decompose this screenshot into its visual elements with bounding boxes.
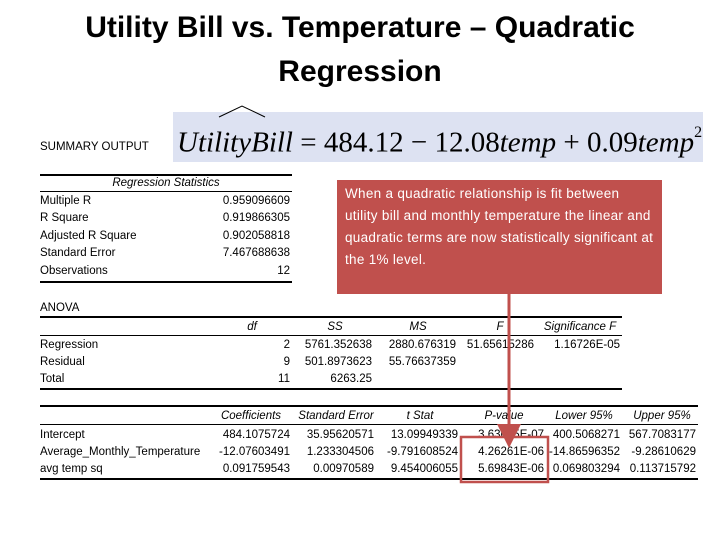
regstats-label-multiple-r: Multiple R [40,195,92,207]
coef-se-temp-sq: 0.00970589 [313,463,374,475]
coef-lo-temp-sq: 0.069803294 [552,463,620,475]
coef-se-intercept: 35.95620571 [306,429,374,441]
coef-lo-temperature: -14.86596352 [549,446,620,458]
coef-header-p-value: P-value [484,410,524,422]
coef-bottom-border [40,478,698,480]
anova-header-border [40,335,622,336]
regstats-value-observations: 12 [277,265,290,277]
anova-df-residual: 9 [283,356,290,368]
equation-box [173,112,703,162]
coef-hi-temp-sq: 0.113715792 [629,463,696,475]
regstats-label-r-square: R Square [40,212,89,224]
regstats-value-r-square: 0.919866305 [222,212,290,224]
anova-ss-total: 6263.25 [330,373,372,385]
coef-hi-temperature: -9.28610629 [631,446,696,458]
regstats-label-observations: Observations [40,265,108,277]
coef-header-lower-95: Lower 95% [555,410,613,422]
anova-label-regression: Regression [40,339,99,351]
summary-output-label: SUMMARY OUTPUT [40,141,149,153]
anova-bottom-border [40,388,622,390]
anova-ss-regression: 5761.352638 [304,339,372,351]
regstats-header: Regression Statistics [112,177,220,189]
coef-hi-intercept: 567.7083177 [628,429,696,441]
coef-value-temp-sq: 0.091759543 [222,463,290,475]
equation-var-temp-squared: temp [637,126,695,159]
coef-p-intercept: 3.63685E-07 [478,429,544,441]
anova-label-total: Total [40,373,65,385]
regstats-label-adj-r-square: Adjusted R Square [40,230,137,242]
anova-top-border [40,316,622,318]
coef-header-std-error: Standard Error [298,410,374,422]
equation-part-a: = 484.12 − 12.08 [293,126,500,159]
regstats-value-adj-r-square: 0.902058818 [222,230,290,242]
anova-sig-regression: 1.16726E-05 [554,339,620,351]
coef-value-intercept: 484.1075724 [222,429,290,441]
anova-f-regression: 51.65615286 [466,339,534,351]
coef-header-coefficients: Coefficients [220,410,282,422]
regression-equation [173,112,707,162]
coef-t-intercept: 13.09949339 [390,429,458,441]
regstats-bottom-border [40,281,292,283]
coef-label-temperature: Average_Monthly_Temperature [40,446,201,458]
coef-label-intercept: Intercept [40,429,85,441]
coef-header-t-stat: t Stat [406,410,434,422]
anova-header-ss: SS [327,321,343,333]
coef-label-temp-sq: avg temp sq [40,463,103,475]
slide-title: Utility Bill vs. Temperature – Quadratic Regression [85,11,635,88]
equation-lhs: UtilityBill [177,126,293,159]
regstats-header-border [40,191,292,192]
coef-t-temperature: -9.791608524 [387,446,458,458]
coef-p-temperature: 4.26261E-06 [478,446,544,458]
anova-header-sig-f: Significance F [543,321,617,333]
coef-header-border [40,424,698,425]
anova-ms-regression: 2880.676319 [388,339,456,351]
regstats-label-std-error: Standard Error [40,247,116,259]
regstats-value-std-error: 7.467688638 [222,247,290,259]
coef-top-border [40,405,698,407]
equation-exponent: 2 [694,124,703,141]
anova-header-df: df [247,321,257,333]
regstats-value-multiple-r: 0.959096609 [222,195,290,207]
anova-header-f: F [496,321,504,333]
anova-ss-residual: 501.8973623 [304,356,372,368]
coef-header-upper-95: Upper 95% [633,410,691,422]
coef-p-temp-sq: 5.69843E-06 [478,463,544,475]
coef-value-temperature: -12.07603491 [219,446,290,458]
coef-t-temp-sq: 9.454006055 [390,463,458,475]
coef-lo-intercept: 400.5068271 [552,429,620,441]
coef-se-temperature: 1.233304506 [306,446,374,458]
anova-label: ANOVA [40,302,80,314]
anova-df-regression: 2 [283,339,290,351]
equation-var-temp: temp [499,126,557,159]
hat-accent-icon [218,104,266,118]
anova-df-total: 11 [278,373,290,385]
equation-part-b: + 0.09 [556,126,638,159]
anova-header-ms: MS [409,321,427,333]
anova-ms-residual: 55.76637359 [388,356,456,368]
annotation-callout: When a quadratic relationship is fit between utility bill and monthly temperature the linear and quadratic terms are now statistically significant at the 1% level. [337,180,662,294]
anova-label-residual: Residual [40,356,85,368]
